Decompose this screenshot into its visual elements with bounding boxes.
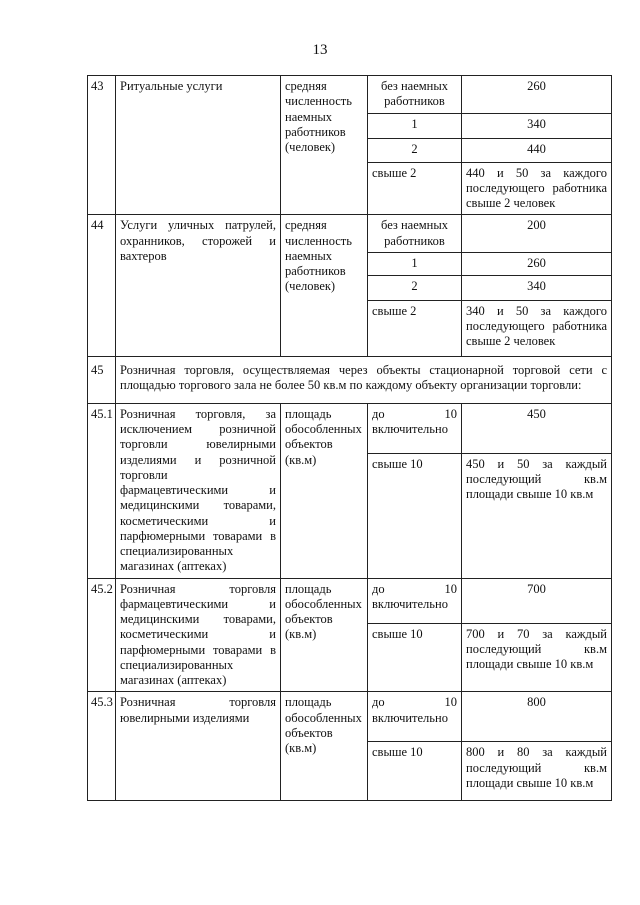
tariff-table (87, 75, 612, 801)
value-cell: 450 (462, 403, 612, 453)
row-number: 44 (88, 215, 116, 357)
table-row-45-2 (88, 578, 612, 623)
row-number: 43 (88, 76, 116, 215)
table-row-45-3 (88, 692, 612, 742)
section-heading: Розничная торговля, осуществляемая через объекты стационарной торговой сети с площадью торгового зала не более 50 кв.м по каждому объекту организации торговли: (116, 356, 612, 403)
value-cell: 260 (462, 252, 612, 275)
table-row-45-1 (88, 403, 612, 453)
row-number: 45.3 (88, 692, 116, 801)
condition-cell: свыше 10 (368, 453, 462, 578)
row-number: 45.1 (88, 403, 116, 578)
table-row-44 (88, 215, 612, 253)
indicator: средняя численность наемных работников (человек) (281, 215, 368, 357)
value-cell: 440 (462, 138, 612, 162)
condition-cell: до 10 включительно (368, 692, 462, 742)
condition-cell: до 10 включительно (368, 403, 462, 453)
activity-name: Розничная торговля, за исключением розничной торговли ювелирными изделиями и розничной торговли фармацевтическими и медицинскими товарами, косметическими и парфюмерными товарами в специализированных магазинах (аптеках) (116, 403, 281, 578)
activity-name: Розничная торговля фармацевтическими и медицинскими товарами, косметическими и парфюмерными товарами в специализированных магазинах (аптеках) (116, 578, 281, 692)
condition-cell: 1 (368, 113, 462, 138)
row-number: 45.2 (88, 578, 116, 692)
value-cell: 340 и 50 за каждого последующего работника свыше 2 человек (462, 300, 612, 356)
value-cell: 800 (462, 692, 612, 742)
value-cell: 200 (462, 215, 612, 253)
value-cell: 340 (462, 275, 612, 300)
value-cell: 260 (462, 76, 612, 114)
condition-cell: свыше 10 (368, 742, 462, 801)
activity-name: Розничная торговля ювелирными изделиями (116, 692, 281, 801)
activity-name: Ритуальные услуги (116, 76, 281, 215)
row-number: 45 (88, 356, 116, 403)
condition-cell: свыше 2 (368, 162, 462, 215)
condition-cell: без наемных работников (368, 76, 462, 114)
value-cell: 450 и 50 за каждый последующий кв.м площади свыше 10 кв.м (462, 453, 612, 578)
indicator: средняя численность наемных работников (человек) (281, 76, 368, 215)
value-cell: 340 (462, 113, 612, 138)
indicator: площадь обособленных объектов (кв.м) (281, 692, 368, 801)
indicator: площадь обособленных объектов (кв.м) (281, 578, 368, 692)
page-number: 13 (312, 42, 328, 58)
condition-cell: свыше 10 (368, 623, 462, 691)
condition-cell: свыше 2 (368, 300, 462, 356)
condition-cell: до 10 включительно (368, 578, 462, 623)
value-cell: 700 (462, 578, 612, 623)
condition-cell: 2 (368, 275, 462, 300)
condition-cell: 2 (368, 138, 462, 162)
condition-cell: 1 (368, 252, 462, 275)
indicator: площадь обособленных объектов (кв.м) (281, 403, 368, 578)
value-cell: 440 и 50 за каждого последующего работника свыше 2 человек (462, 162, 612, 215)
table-row-43 (88, 76, 612, 114)
value-cell: 700 и 70 за каждый последующий кв.м площади свыше 10 кв.м (462, 623, 612, 691)
activity-name: Услуги уличных патрулей, охранников, сторожей и вахтеров (116, 215, 281, 357)
value-cell: 800 и 80 за каждый последующий кв.м площади свыше 10 кв.м (462, 742, 612, 801)
condition-cell: без наемных работников (368, 215, 462, 253)
table-row-45 (88, 356, 612, 403)
